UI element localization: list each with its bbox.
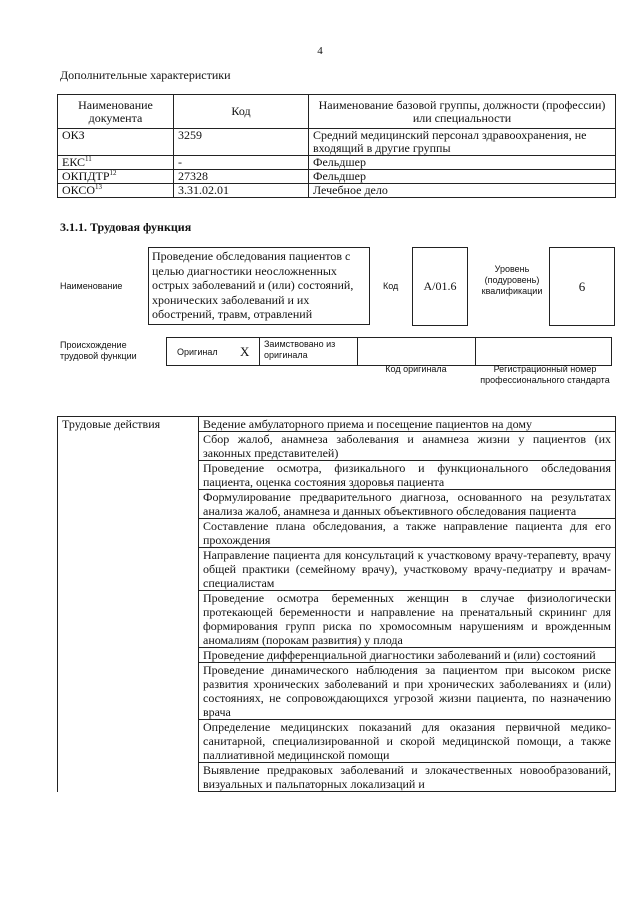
footnote-ref: 12 [109,169,117,177]
classifier-row [58,129,616,156]
action-row [58,763,616,792]
original-mark: X [240,344,250,359]
action-item: Определение медицинских показаний для оказания первичной медико-санитарной, специализированной и скорой медицинской помощи, а также паллиативной медицинской помощи [199,720,616,763]
row-code: 3.31.02.01 [174,184,309,198]
borrowed-label: Заимствовано из оригинала [264,339,336,360]
header-document: Наименование документа [58,95,174,129]
action-item: Проведение осмотра, физикального и функционального обследования пациента, оценка состояния здоровья пациента [199,461,616,490]
classifier-header-row [58,95,616,129]
original-code-caption: Код оригинала [385,364,447,374]
action-row [58,591,616,648]
action-row [58,648,616,663]
action-row [58,417,616,432]
action-item: Проведение дифференциальной диагностики заболеваний и (или) состояний [199,648,616,663]
divider [357,338,358,365]
classifier-row [58,156,616,170]
divider [259,338,260,365]
divider [475,338,476,365]
additional-characteristics-title: Дополнительные характеристики [60,68,231,82]
row-document: ОКПДТР$^{12}$ [58,170,174,184]
action-row [58,490,616,519]
action-row [58,432,616,461]
row-document: ЕКС$^{11}$ [58,156,174,170]
header-code: Код [174,95,309,129]
row-group-name: Лечебное дело [309,184,616,198]
classifier-row [58,184,616,198]
registration-number-caption: Регистрационный номер профессионального стандарта [480,364,610,385]
origin-label: Происхождение трудовой функции [60,340,137,361]
code-label: Код [383,281,399,291]
action-item: Проведение динамического наблюдения за пациентом при высоком риске развития хронических заболеваний и при хронических заболеваниях и (или) состояниях, не сопровождающихся угрозой жизни пациента, по назначению врача [199,663,616,720]
header-group-name: Наименование базовой группы, должности (профессии) или специальности [309,95,616,129]
function-name-value: Проведение обследования пациентов с целью диагностики неосложненных острых заболеваний и (или) состояний, хронических заболеваний и их обострений, травм, отравлений [148,247,370,325]
name-label: Наименование [60,281,123,291]
row-group-name: Средний медицинский персонал здравоохранения, не входящий в другие группы [309,129,616,156]
row-group-name: Фельдшер [309,170,616,184]
action-item: Составление плана обследования, а также направление пациента для его прохождения [199,519,616,548]
page-number: 4 [317,45,323,57]
classifier-table [57,94,616,198]
footnote-ref: 13 [95,183,103,191]
row-document: ОКСО$^{13}$ [58,184,174,198]
action-row [58,519,616,548]
action-item: Проведение осмотра беременных женщин в случае физиологически протекающей беременности и направление на пренатальный скрининг для формирования групп риска по хромосомным нарушениям и врожденным аномалиям (порокам развития) у плода [199,591,616,648]
action-item: Ведение амбулаторного приема и посещение пациентов на дому [199,417,616,432]
action-row [58,663,616,720]
footnote-ref: 11 [85,155,92,163]
function-code-value: А/01.6 [412,247,468,326]
origin-row [166,337,612,366]
qualification-level-label: Уровень (подуровень) квалификации [481,264,543,296]
action-item: Выявление предраковых заболеваний и злокачественных новообразований, визуальных и пальпаторных локализаций и [199,763,616,792]
row-code: 27328 [174,170,309,184]
classifier-row [58,170,616,184]
action-row [58,461,616,490]
row-code: - [174,156,309,170]
labor-actions-label: Трудовые действия [58,417,199,432]
section-title: 3.1.1. Трудовая функция [60,220,192,234]
row-document: ОКЗ [58,129,174,156]
qualification-level-value: 6 [549,247,615,326]
row-code: 3259 [174,129,309,156]
action-row [58,548,616,591]
row-group-name: Фельдшер [309,156,616,170]
original-label: Оригинал [177,347,218,357]
action-item: Сбор жалоб, анамнеза заболевания и анамнеза жизни у пациентов (их законных представителей) [199,432,616,461]
action-row [58,720,616,763]
action-item: Формулирование предварительного диагноза, основанного на результатах анализа жалоб, анамнеза и данных объективного обследования пациента [199,490,616,519]
action-item: Направление пациента для консультаций к участковому врачу-терапевту, врачу общей практики (семейному врачу), участковому врачу-педиатру и врачам-специалистам [199,548,616,591]
labor-actions-table [57,416,616,792]
